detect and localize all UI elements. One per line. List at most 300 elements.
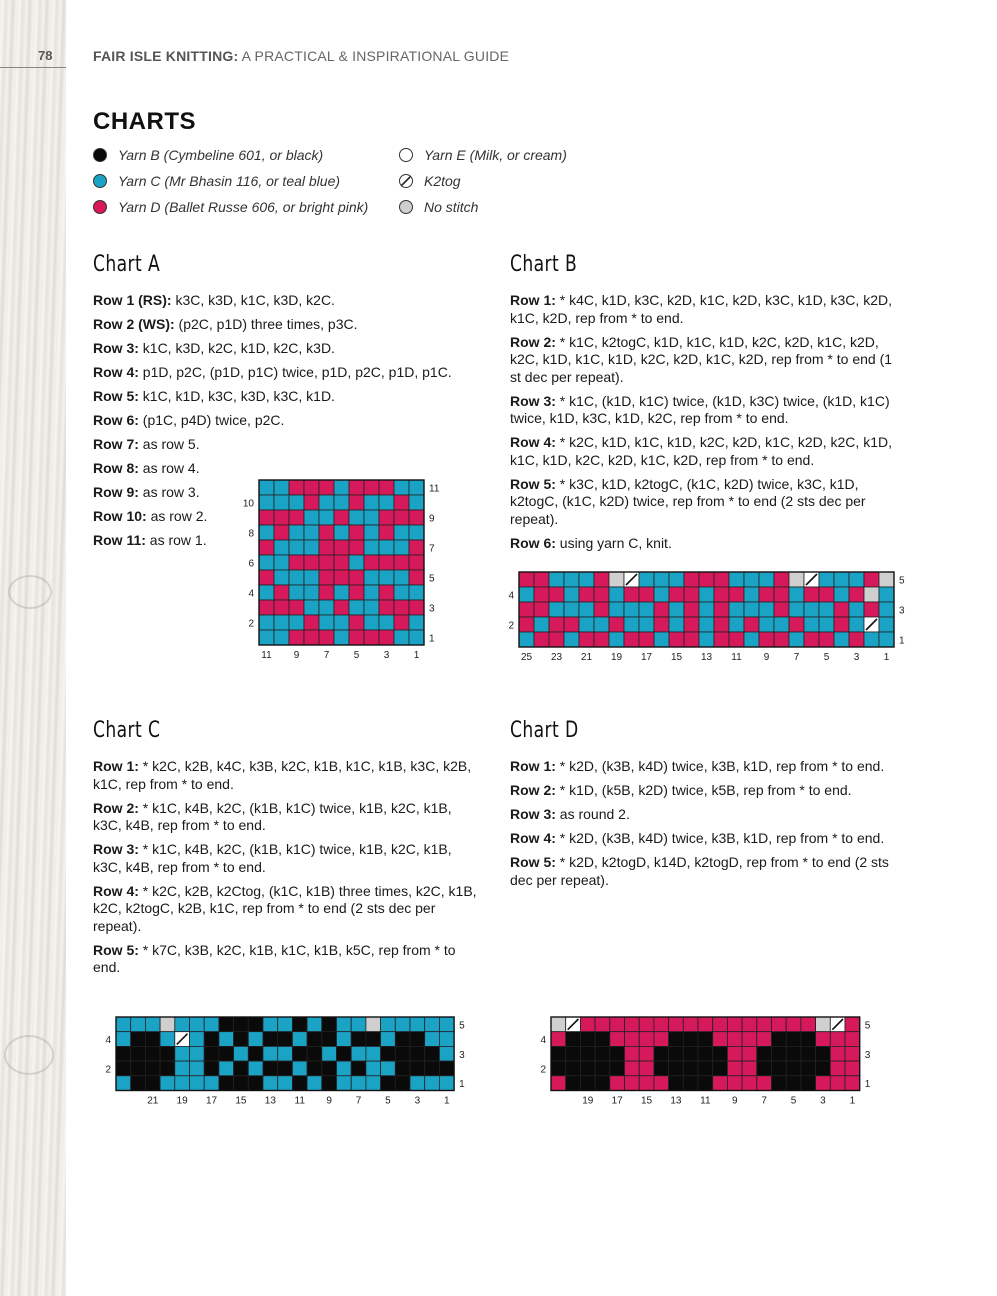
stitch-cell — [379, 585, 394, 600]
stitch-cell — [274, 600, 289, 615]
stitch-cell — [263, 1076, 278, 1091]
stitch-cell — [278, 1046, 293, 1061]
stitch-cell — [381, 1017, 396, 1032]
stitch-cell — [379, 630, 394, 645]
stitch-cell — [759, 632, 774, 647]
row-number-label: 5 — [899, 575, 905, 587]
stitch-cell — [439, 1076, 454, 1091]
row-label: Row 5: — [93, 941, 139, 958]
instruction-row — [510, 830, 900, 848]
stitch-cell — [234, 1046, 249, 1061]
stitch-cell — [654, 1061, 669, 1076]
stitch-cell — [307, 1032, 322, 1047]
stitch-cell — [234, 1076, 249, 1091]
stitch-cell — [816, 1046, 831, 1061]
stitch-cell — [292, 1032, 307, 1047]
row-label: Row 4: — [93, 364, 139, 380]
stitch-number-label: 21 — [580, 652, 593, 663]
stitch-cell — [274, 480, 289, 495]
stitch-cell — [292, 1076, 307, 1091]
stitch-cell — [160, 1046, 175, 1061]
stitch-cell — [439, 1046, 454, 1061]
stitch-cell — [410, 1046, 425, 1061]
stitch-cell — [349, 600, 364, 615]
stitch-cell — [772, 1017, 787, 1032]
stitch-cell — [204, 1061, 219, 1076]
stitch-cell — [395, 1061, 410, 1076]
stitch-cell — [278, 1017, 293, 1032]
row-label: Row 3: — [510, 392, 556, 409]
stitch-cell — [774, 617, 789, 632]
stitch-cell — [410, 1061, 425, 1076]
stitch-cell — [351, 1061, 366, 1076]
stitch-cell — [190, 1017, 205, 1032]
stitch-number-label: 17 — [640, 652, 653, 663]
key-label: Yarn E (Milk, or cream) — [424, 147, 567, 163]
row-number-label: 11 — [429, 483, 440, 495]
stitch-cell — [639, 1061, 654, 1076]
black-circle-icon — [93, 148, 107, 162]
stitch-cell — [304, 540, 319, 555]
row-label: Row 1: — [510, 758, 556, 774]
stitch-cell — [819, 572, 834, 587]
stitch-cell — [594, 572, 609, 587]
stitch-cell — [742, 1046, 757, 1061]
row-label: Row 1 (RS): — [93, 292, 172, 308]
stitch-cell — [289, 630, 304, 645]
stitch-cell — [684, 587, 699, 602]
stitch-cell — [742, 1032, 757, 1047]
stitch-cell — [816, 1061, 831, 1076]
key-label: Yarn D (Ballet Russe 606, or bright pink) — [118, 199, 369, 215]
stitch-cell — [379, 525, 394, 540]
stitch-cell — [609, 572, 624, 587]
row-label: Row 4: — [93, 882, 139, 899]
stitch-cell — [564, 602, 579, 617]
stitch-cell — [566, 1032, 581, 1047]
stitch-cell — [864, 587, 879, 602]
stitch-cell — [759, 602, 774, 617]
stitch-cell — [364, 555, 379, 570]
stitch-cell — [204, 1032, 219, 1047]
stitch-cell — [319, 600, 334, 615]
row-text: as row 5. — [138, 436, 200, 452]
stitch-cell — [116, 1061, 131, 1076]
row-number-label: 2 — [105, 1064, 111, 1076]
instruction-row — [93, 340, 483, 358]
stitch-cell — [394, 630, 409, 645]
stitch-cell — [219, 1061, 234, 1076]
stitch-cell — [625, 1017, 640, 1032]
stitch-cell — [879, 587, 894, 602]
stitch-cell — [219, 1076, 234, 1091]
stitch-cell — [610, 1061, 625, 1076]
stitch-cell — [160, 1017, 175, 1032]
stitch-cell — [248, 1046, 263, 1061]
row-label: Row 3: — [510, 806, 556, 822]
stitch-number-label: 7 — [355, 1095, 362, 1107]
stitch-cell — [830, 1061, 845, 1076]
stitch-cell — [334, 510, 349, 525]
stitch-cell — [804, 617, 819, 632]
stitch-cell — [319, 630, 334, 645]
stitch-cell — [175, 1017, 190, 1032]
stitch-cell — [409, 525, 424, 540]
row-text: * k4C, k1D, k3C, k2D, k1C, k2D, k3C, k1D, k3C, k2D, k1C, k2D, rep from * to end. — [510, 292, 892, 326]
stitch-cell — [786, 1017, 801, 1032]
row-number-label: 5 — [864, 1020, 871, 1032]
stitch-cell — [322, 1017, 337, 1032]
stitch-cell — [845, 1046, 860, 1061]
chart-d-instructions — [510, 758, 900, 896]
stitch-cell — [204, 1017, 219, 1032]
stitch-cell — [289, 570, 304, 585]
stitch-cell — [351, 1046, 366, 1061]
stitch-cell — [259, 555, 274, 570]
stitch-cell — [248, 1061, 263, 1076]
instruction-row — [510, 782, 900, 800]
stitch-cell — [699, 602, 714, 617]
stitch-cell — [774, 602, 789, 617]
stitch-cell — [289, 480, 304, 495]
stitch-cell — [845, 1076, 860, 1091]
stitch-number-label: 11 — [700, 1095, 711, 1107]
stitch-cell — [190, 1061, 205, 1076]
stitch-cell — [549, 632, 564, 647]
stitch-cell — [729, 572, 744, 587]
stitch-cell — [259, 630, 274, 645]
stitch-cell — [160, 1061, 175, 1076]
stitch-cell — [175, 1076, 190, 1091]
stitch-cell — [864, 572, 879, 587]
instruction-row — [510, 334, 905, 387]
stitch-cell — [234, 1061, 249, 1076]
stitch-cell — [579, 632, 594, 647]
stitch-cell — [744, 572, 759, 587]
stitch-cell — [789, 602, 804, 617]
stitch-cell — [714, 602, 729, 617]
stitch-cell — [683, 1046, 698, 1061]
stitch-cell — [366, 1046, 381, 1061]
stitch-cell — [289, 540, 304, 555]
key-label: Yarn B (Cymbeline 601, or black) — [118, 147, 324, 163]
stitch-cell — [409, 570, 424, 585]
row-number-label: 5 — [459, 1020, 465, 1032]
instruction-row — [510, 292, 905, 327]
stitch-cell — [319, 525, 334, 540]
stitch-cell — [669, 587, 684, 602]
stitch-cell — [274, 555, 289, 570]
stitch-cell — [594, 632, 609, 647]
stitch-cell — [727, 1017, 742, 1032]
row-text: k1C, k1D, k3C, k3D, k3C, k1D. — [138, 388, 335, 404]
stitch-cell — [304, 570, 319, 585]
stitch-cell — [292, 1046, 307, 1061]
stitch-cell — [381, 1076, 396, 1091]
stitch-number-label: 1 — [413, 650, 420, 661]
stitch-cell — [219, 1032, 234, 1047]
stitch-cell — [394, 525, 409, 540]
stitch-cell — [579, 587, 594, 602]
stitch-cell — [219, 1017, 234, 1032]
stitch-cell — [549, 617, 564, 632]
stitch-cell — [698, 1032, 713, 1047]
key-label: Yarn C (Mr Bhasin 116, or teal blue) — [118, 173, 341, 189]
instruction-row — [93, 942, 478, 977]
stitch-number-label: 11 — [731, 652, 742, 663]
stitch-cell — [366, 1076, 381, 1091]
stitch-cell — [801, 1061, 816, 1076]
stitch-cell — [334, 480, 349, 495]
stitch-cell — [772, 1076, 787, 1091]
stitch-cell — [786, 1061, 801, 1076]
stitch-number-label: 11 — [261, 650, 272, 661]
stitch-cell — [654, 632, 669, 647]
row-number-label: 8 — [248, 528, 254, 540]
stitch-cell — [351, 1076, 366, 1091]
stitch-cell — [801, 1076, 816, 1091]
stitch-cell — [669, 617, 684, 632]
stitch-cell — [742, 1076, 757, 1091]
stitch-cell — [263, 1017, 278, 1032]
stitch-cell — [801, 1046, 816, 1061]
stitch-cell — [879, 632, 894, 647]
stitch-cell — [594, 617, 609, 632]
stitch-cell — [714, 572, 729, 587]
stitch-cell — [789, 587, 804, 602]
stitch-cell — [801, 1017, 816, 1032]
stitch-cell — [364, 480, 379, 495]
stitch-cell — [654, 587, 669, 602]
key-no-stitch — [399, 197, 478, 217]
stitch-cell — [364, 510, 379, 525]
stitch-cell — [757, 1061, 772, 1076]
stitch-cell — [394, 495, 409, 510]
stitch-cell — [259, 540, 274, 555]
stitch-cell — [729, 617, 744, 632]
stitch-cell — [566, 1076, 581, 1091]
stitch-cell — [394, 585, 409, 600]
row-text: as row 2. — [146, 508, 208, 524]
stitch-cell — [834, 602, 849, 617]
instruction-row — [510, 535, 905, 553]
stitch-cell — [319, 510, 334, 525]
stitch-number-label: 19 — [176, 1095, 188, 1107]
stitch-number-label: 1 — [883, 652, 890, 663]
stitch-cell — [289, 615, 304, 630]
stitch-cell — [410, 1076, 425, 1091]
book-title-bold: FAIR ISLE KNITTING: — [93, 48, 239, 64]
stitch-cell — [699, 617, 714, 632]
stitch-cell — [789, 572, 804, 587]
stitch-cell — [759, 587, 774, 602]
row-text: * k1C, k4B, k2C, (k1B, k1C) twice, k1B, k2C, k1B, k3C, k4B, rep from * to end. — [93, 841, 452, 875]
stitch-cell — [564, 632, 579, 647]
row-text: (p1C, p4D) twice, p2C. — [138, 412, 285, 428]
stitch-cell — [698, 1017, 713, 1032]
stitch-cell — [349, 555, 364, 570]
stitch-number-label: 11 — [294, 1095, 305, 1107]
stitch-cell — [334, 555, 349, 570]
teal-circle-icon — [93, 174, 107, 188]
stitch-cell — [519, 602, 534, 617]
stitch-cell — [757, 1076, 772, 1091]
stitch-cell — [278, 1032, 293, 1047]
instruction-row — [93, 388, 483, 406]
stitch-cell — [409, 480, 424, 495]
stitch-cell — [259, 525, 274, 540]
stitch-number-label: 5 — [385, 1095, 391, 1107]
stitch-cell — [549, 587, 564, 602]
stitch-cell — [274, 540, 289, 555]
stitch-cell — [351, 1017, 366, 1032]
stitch-cell — [274, 630, 289, 645]
stitch-cell — [714, 587, 729, 602]
stitch-cell — [304, 630, 319, 645]
stitch-cell — [337, 1076, 352, 1091]
stitch-cell — [683, 1076, 698, 1091]
stitch-cell — [551, 1032, 566, 1047]
stitch-cell — [319, 480, 334, 495]
stitch-cell — [744, 602, 759, 617]
stitch-cell — [845, 1017, 860, 1032]
stitch-cell — [594, 587, 609, 602]
stitch-cell — [549, 572, 564, 587]
row-text: (p2C, p1D) three times, p3C. — [174, 316, 358, 332]
row-label: Row 5: — [93, 388, 139, 404]
stitch-cell — [334, 600, 349, 615]
row-label: Row 2: — [510, 782, 556, 798]
stitch-cell — [190, 1032, 205, 1047]
stitch-cell — [364, 630, 379, 645]
stitch-cell — [683, 1017, 698, 1032]
stitch-cell — [580, 1061, 595, 1076]
stitch-cell — [366, 1032, 381, 1047]
stitch-cell — [364, 585, 379, 600]
stitch-cell — [304, 585, 319, 600]
stitch-cell — [609, 602, 624, 617]
stitch-cell — [131, 1032, 146, 1047]
stitch-number-label: 3 — [820, 1095, 826, 1107]
stitch-cell — [727, 1046, 742, 1061]
stitch-cell — [804, 587, 819, 602]
stitch-cell — [609, 587, 624, 602]
stitch-number-label: 9 — [326, 1095, 332, 1107]
stitch-cell — [757, 1017, 772, 1032]
stitch-cell — [654, 572, 669, 587]
row-text: * k3C, k1D, k2togC, (k1C, k2D) twice, k3C, k1D, k2togC, (k1C, k2D) twice, rep from * to end (2 sts dec per repeat). — [510, 475, 866, 527]
instruction-row — [93, 883, 478, 936]
wood-texture-border — [0, 0, 66, 1296]
row-label: Row 8: — [93, 460, 139, 476]
chart-c-instructions — [93, 758, 478, 983]
stitch-cell — [654, 602, 669, 617]
row-text: * k2C, k1D, k1C, k1D, k2C, k2D, k1C, k2D, k2C, k1D, k1C, k1D, k2C, k2D, k1C, k2D, rep from * to end. — [510, 434, 892, 468]
stitch-cell — [364, 570, 379, 585]
stitch-cell — [772, 1046, 787, 1061]
stitch-cell — [683, 1032, 698, 1047]
row-text: as row 1. — [145, 532, 207, 548]
stitch-cell — [713, 1032, 728, 1047]
stitch-cell — [351, 1032, 366, 1047]
stitch-cell — [425, 1017, 440, 1032]
stitch-number-label: 3 — [383, 650, 390, 661]
instruction-row — [93, 460, 483, 478]
instruction-row — [510, 434, 905, 469]
stitch-cell — [259, 510, 274, 525]
stitch-cell — [669, 572, 684, 587]
stitch-cell — [409, 555, 424, 570]
key-yarn-b — [93, 145, 323, 165]
stitch-cell — [190, 1076, 205, 1091]
stitch-cell — [816, 1032, 831, 1047]
row-text: * k2C, k2B, k4C, k3B, k2C, k1B, k1C, k1B, k3C, k2B, k1C, rep from * to end. — [93, 758, 472, 792]
stitch-cell — [549, 602, 564, 617]
stitch-cell — [349, 480, 364, 495]
stitch-cell — [334, 570, 349, 585]
row-number-label: 1 — [864, 1079, 871, 1091]
chart-d-grid — [535, 1013, 875, 1110]
chart-a-title: Chart A — [93, 252, 161, 277]
stitch-cell — [319, 570, 334, 585]
stitch-cell — [759, 572, 774, 587]
stitch-cell — [580, 1046, 595, 1061]
stitch-cell — [624, 602, 639, 617]
stitch-cell — [849, 587, 864, 602]
stitch-number-label: 15 — [670, 652, 683, 663]
stitch-cell — [789, 632, 804, 647]
stitch-cell — [610, 1032, 625, 1047]
chart-c-title: Chart C — [93, 718, 161, 743]
stitch-number-label: 9 — [293, 650, 300, 661]
stitch-cell — [699, 572, 714, 587]
stitch-cell — [337, 1032, 352, 1047]
instruction-row — [93, 800, 478, 835]
stitch-cell — [845, 1061, 860, 1076]
row-label: Row 1: — [93, 758, 139, 774]
row-number-label: 3 — [899, 605, 905, 617]
instruction-row — [93, 292, 483, 310]
stitch-cell — [534, 587, 549, 602]
stitch-cell — [379, 615, 394, 630]
stitch-cell — [713, 1017, 728, 1032]
stitch-cell — [160, 1032, 175, 1047]
stitch-number-label: 17 — [205, 1095, 218, 1107]
stitch-cell — [579, 602, 594, 617]
stitch-cell — [160, 1076, 175, 1091]
row-label: Row 4: — [510, 434, 556, 450]
stitch-cell — [349, 525, 364, 540]
stitch-cell — [757, 1032, 772, 1047]
stitch-cell — [595, 1061, 610, 1076]
stitch-cell — [381, 1032, 396, 1047]
stitch-cell — [669, 1032, 684, 1047]
stitch-number-label: 19 — [610, 652, 623, 663]
row-text: * k7C, k3B, k2C, k1B, k1C, k1B, k5C, rep from * to end. — [93, 941, 456, 975]
stitch-cell — [364, 525, 379, 540]
instruction-row — [93, 412, 483, 430]
stitch-cell — [334, 495, 349, 510]
row-label: Row 10: — [93, 508, 147, 524]
stitch-number-label: 5 — [353, 650, 360, 661]
stitch-cell — [131, 1046, 146, 1061]
stitch-cell — [845, 1032, 860, 1047]
chart-b-title: Chart B — [510, 252, 578, 277]
instruction-row — [510, 393, 905, 428]
stitch-cell — [610, 1076, 625, 1091]
row-label: Row 3: — [93, 340, 139, 356]
stitch-cell — [234, 1017, 249, 1032]
